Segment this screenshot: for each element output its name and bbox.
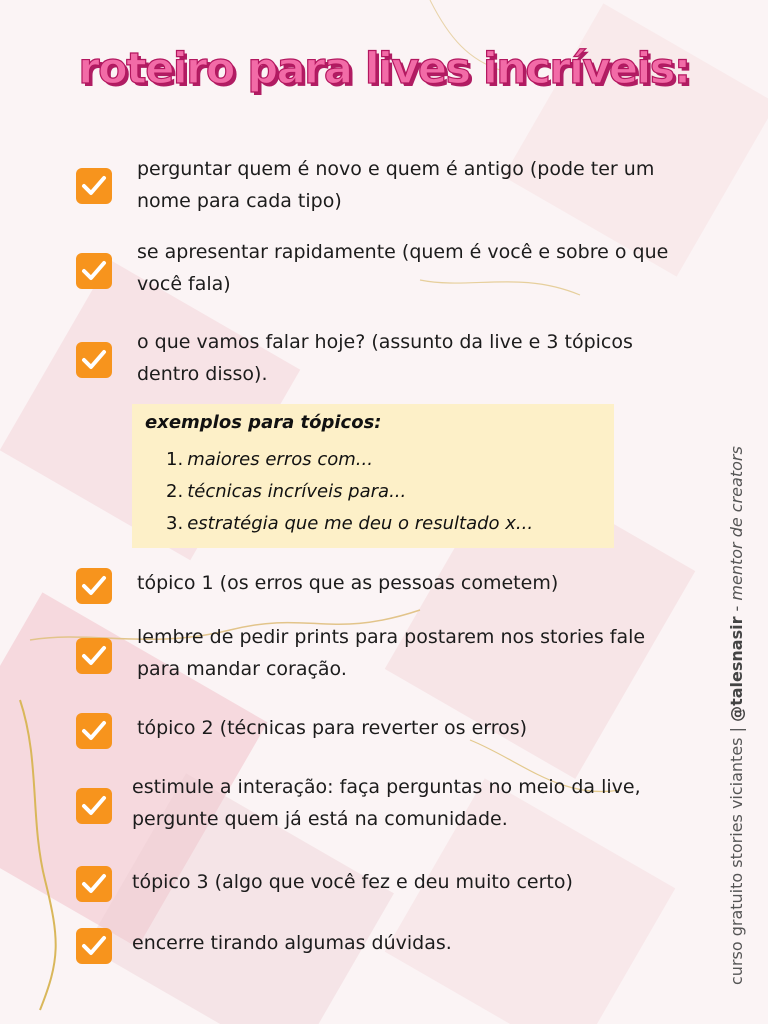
page-title: roteiro para lives incríveis: [78,44,690,94]
checklist-text: encerre tirando algumas dúvidas. [132,932,452,954]
author-handle: @talesnasir [727,616,746,722]
examples-list-item [166,476,533,508]
example-text: técnicas incríveis para... [187,481,407,502]
checklist-text: tópico 1 (os erros que as pessoas cometem) [137,572,559,594]
checklist-text: perguntar quem é novo e quem é antigo (pode ter um nome para cada tipo) [137,158,655,212]
dash: - [727,600,746,617]
course-name: curso gratuito stories viciantes [727,737,746,985]
check-icon [76,713,112,749]
checklist-text: se apresentar rapidamente (quem é você e sobre o que você fala) [137,241,669,295]
checklist-text: lembre de pedir prints para postarem nos stories fale para mandar coração. [137,626,646,680]
examples-list-item [166,508,533,540]
checklist-text: tópico 2 (técnicas para reverter os erros) [137,717,528,739]
list-number: 3. [166,513,184,534]
check-icon [76,342,112,378]
check-icon [76,568,112,604]
list-number: 2. [166,481,184,502]
check-icon [76,168,112,204]
example-text: maiores erros com... [187,449,373,470]
checklist-text: o que vamos falar hoje? (assunto da live e 3 tópicos dentro disso). [137,331,633,385]
list-number: 1. [166,449,184,470]
author-role: mentor de creators [727,446,746,601]
check-icon [76,638,112,674]
examples-list-item [166,444,533,476]
examples-box [132,404,614,548]
separator: | [727,721,746,738]
examples-title: exemplos para tópicos: [145,412,382,433]
examples-list [166,444,533,540]
check-icon [76,253,112,289]
example-text: estratégia que me deu o resultado x... [187,513,534,534]
checklist-text: tópico 3 (algo que você fez e deu muito certo) [132,871,573,893]
side-credit [727,446,746,985]
check-icon [76,928,112,964]
checklist-text: estimule a interação: faça perguntas no meio da live, pergunte quem já está na comunidade. [132,776,641,830]
check-icon [76,866,112,902]
check-icon [76,788,112,824]
